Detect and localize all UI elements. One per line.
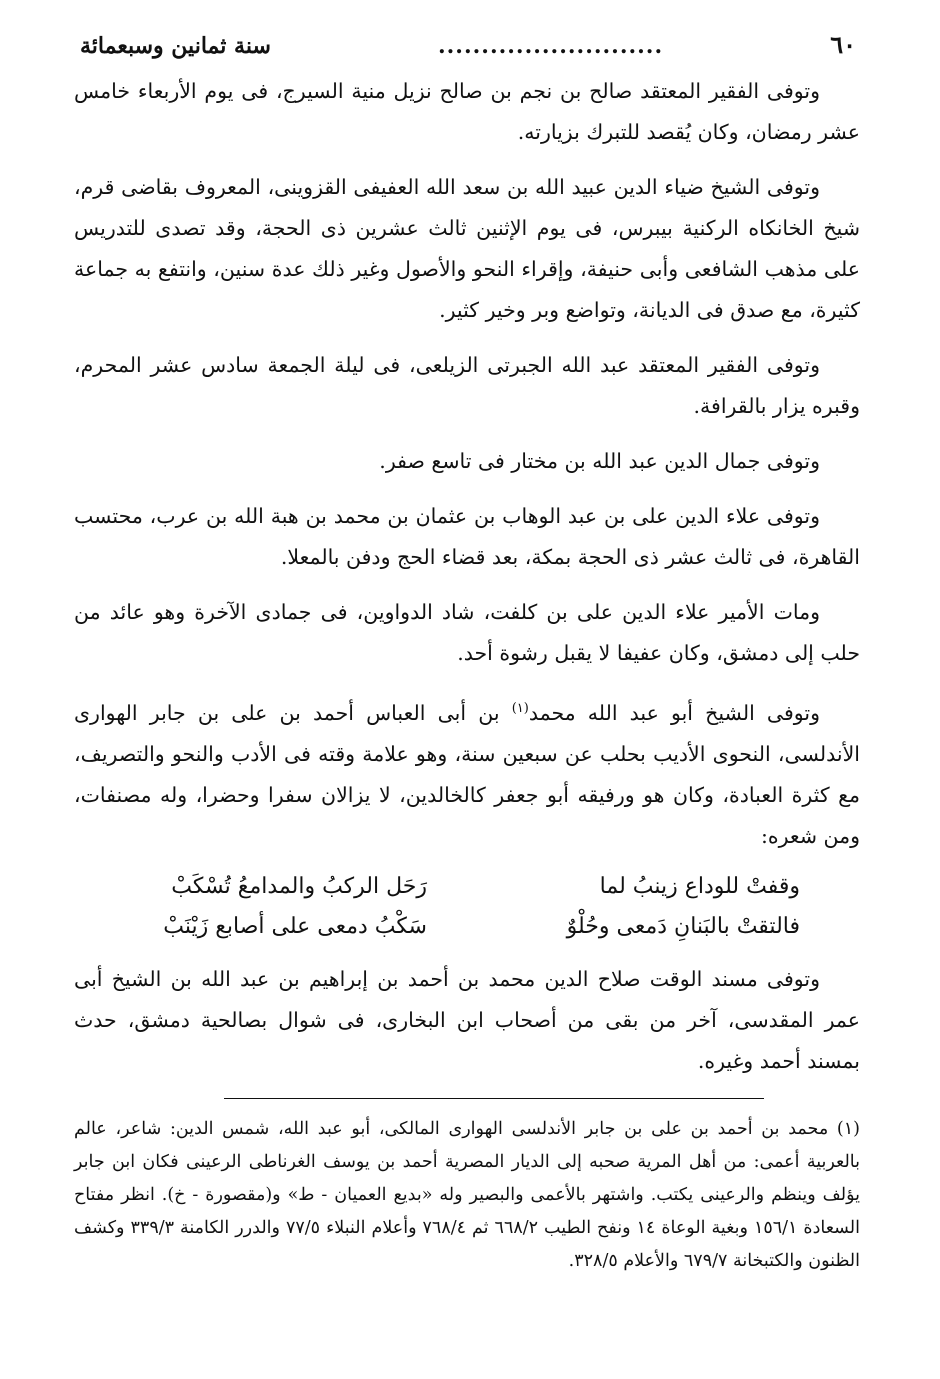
footnote: (١) محمد بن أحمد بن على بن جابر الأندلسى الهوارى المالكى، أبو عبد الله، شمس الدين: شاعر، عالم بالعربية أعمى: من أهل المرية صحبه إلى الديار المصرية أحمد بن يوسف الغرناطى الرعينى فكان ابن جابر يؤلف وينظم والرعينى يكتب. واشتهر بالأعمى والبصير وله «بديع العميان - ط» و(مقصورة - خ). انظر مفتاح السعادة ١٥٦/١ وبغية الوعاة ١٤ ونفح الطيب ٦٦٨/٢ ثم ٧٦٨/٤ وأعلام النبلاء ٧٧/٥ والدرر الكامنة ٣٣٩/٣ وكشف الظنون والكتبخانة ٦٧٩/٧ والأعلام ٣٢٨/٥. bbox=[74, 1118, 860, 1271]
paragraph-text: بن أبى العباس أحمد بن على بن جابر الهوارى الأندلسى، النحوى الأديب بحلب عن سبعين سنة، وهو علامة وقته فى الأدب والنحو والتصريف، مع كثرة العبادة، وكان هو ورفيقه أبو جعفر كالخالدين، لا يزالان سفرا وحضرا، وله مصنفات، ومن شعره: bbox=[74, 700, 860, 848]
paragraph-text: وتوفى الشيخ أبو عبد الله محمد bbox=[528, 700, 821, 725]
paragraph: وتوفى الفقير المعتقد عبد الله الجبرتى الزيلعى، فى ليلة الجمعة سادس عشر المحرم، وقبره يزار بالقرافة. bbox=[74, 353, 860, 418]
paragraph: وتوفى علاء الدين على بن عبد الوهاب بن عثمان بن محمد بن هبة الله بن عرب، محتسب القاهرة، فى ثالث عشر ذى الحجة بمكة، بعد قضاء الحج ودفن بالمعلا. bbox=[74, 504, 860, 569]
page-number: ٦٠ bbox=[830, 30, 856, 59]
running-title: سنة ثمانين وسبعمائة bbox=[80, 33, 271, 59]
poem-hemistich: وقفتْ للوداع زينبُ لما bbox=[599, 873, 800, 899]
running-head bbox=[74, 28, 860, 63]
poem bbox=[94, 867, 800, 947]
paragraph: وتوفى مسند الوقت صلاح الدين محمد بن أحمد بن إبراهيم بن عبد الله بن الشيخ أبى عمر المقدسى، آخر من بقى من أصحاب ابن البخارى، فى شوال بصالحية دمشق، حدث بمسند أحمد وغيره. bbox=[74, 966, 860, 1073]
paragraph: وتوفى الفقير المعتقد صالح بن نجم بن صالح نزيل منية السيرج، فى يوم الأربعاء خامس عشر رمضان، وكان يُقصد للتبرك بزيارته. bbox=[74, 79, 860, 144]
poem-hemistich: سَكْبُ دمعى على أصابع زَيْنَبْ bbox=[163, 913, 427, 939]
paragraph: وتوفى جمال الدين عبد الله بن مختار فى تاسع صفر. bbox=[379, 449, 820, 473]
paragraph: ومات الأمير علاء الدين على بن كلفت، شاد الدواوين، فى جمادى الآخرة وهو عائد من حلب إلى دمشق، وكان عفيفا لا يقبل رشوة أحد. bbox=[74, 600, 860, 665]
footnote-marker[interactable]: (١) bbox=[511, 701, 529, 716]
footnote-divider bbox=[224, 1098, 764, 1099]
poem-hemistich: رَحَل الركبُ والمدامعُ تُسْكَبْ bbox=[171, 873, 427, 899]
paragraph: وتوفى الشيخ ضياء الدين عبيد الله بن سعد الله العفيفى القزوينى، المعروف بقاضى قرم، شيخ الخانكاه الركنية بيبرس، فى يوم الإثنين ثالث عشرين ذى الحجة، وقد تصدى للتدريس على مذهب الشافعى وأبى حنيفة، وإقراء النحو والأصول وغير ذلك عدة سنين، وانتفع به جماعة كثيرة، مع صدق فى الديانة، وتواضع وبر وخير كثير. bbox=[74, 175, 860, 322]
page-body bbox=[74, 71, 860, 1082]
header-leader-dots: .......................... bbox=[437, 33, 664, 59]
poem-hemistich: فالتقتْ بالبَنانِ دَمعى وحُلْوٌ bbox=[566, 913, 800, 939]
paragraph-hawari bbox=[74, 688, 860, 857]
